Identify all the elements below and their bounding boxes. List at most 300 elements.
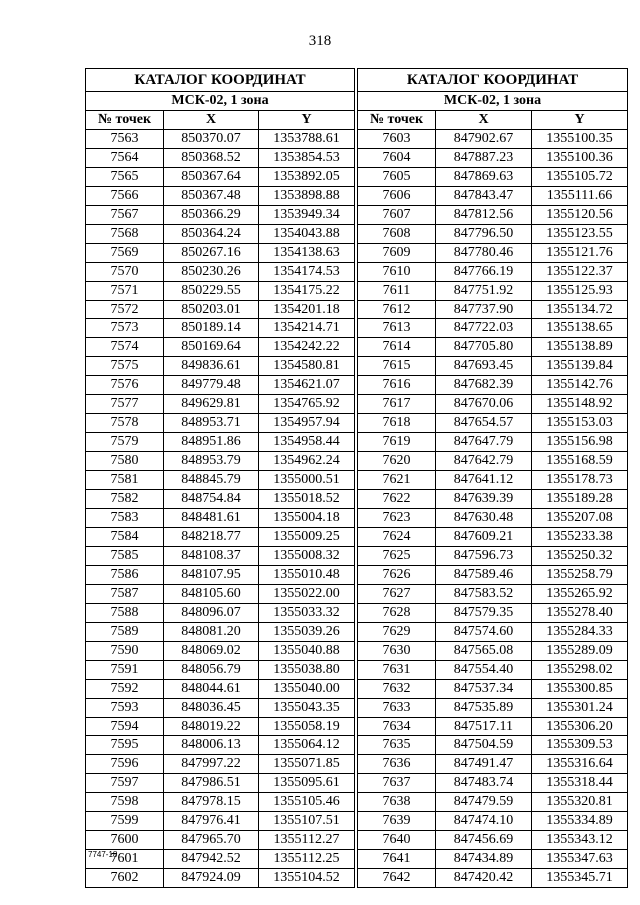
y-coordinate-cell: 1355142.76 xyxy=(532,376,628,395)
table-row xyxy=(358,262,628,281)
point-number-cell: 7610 xyxy=(358,262,436,281)
point-number-cell: 7589 xyxy=(86,622,164,641)
table-row xyxy=(86,205,355,224)
x-coordinate-cell: 847565.08 xyxy=(436,641,532,660)
x-coordinate-cell: 848081.20 xyxy=(164,622,259,641)
x-coordinate-cell: 848105.60 xyxy=(164,584,259,603)
point-number-cell: 7605 xyxy=(358,167,436,186)
x-coordinate-cell: 847780.46 xyxy=(436,243,532,262)
x-coordinate-cell: 847997.22 xyxy=(164,755,259,774)
table-row xyxy=(358,509,628,528)
table-row xyxy=(86,129,355,148)
table-row xyxy=(86,660,355,679)
y-coordinate-cell: 1355009.25 xyxy=(259,527,355,546)
y-coordinate-cell: 1354958.44 xyxy=(259,433,355,452)
table-row xyxy=(358,490,628,509)
y-coordinate-cell: 1355156.98 xyxy=(532,433,628,452)
y-coordinate-cell: 1355153.03 xyxy=(532,414,628,433)
point-number-cell: 7636 xyxy=(358,755,436,774)
y-coordinate-cell: 1355010.48 xyxy=(259,565,355,584)
point-number-cell: 7618 xyxy=(358,414,436,433)
y-coordinate-cell: 1355040.00 xyxy=(259,679,355,698)
y-coordinate-cell: 1354765.92 xyxy=(259,395,355,414)
point-number-cell: 7599 xyxy=(86,812,164,831)
x-coordinate-cell: 850230.26 xyxy=(164,262,259,281)
table-row xyxy=(358,129,628,148)
point-number-cell: 7601 xyxy=(86,850,164,869)
catalog-subtitle: МСК-02, 1 зона xyxy=(86,92,355,111)
point-number-cell: 7578 xyxy=(86,414,164,433)
x-coordinate-cell: 848953.79 xyxy=(164,452,259,471)
y-coordinate-cell: 1355000.51 xyxy=(259,471,355,490)
x-coordinate-cell: 847942.52 xyxy=(164,850,259,869)
table-row xyxy=(86,603,355,622)
table-row xyxy=(358,527,628,546)
y-coordinate-cell: 1355148.92 xyxy=(532,395,628,414)
y-coordinate-cell: 1355309.53 xyxy=(532,736,628,755)
point-number-cell: 7590 xyxy=(86,641,164,660)
table-row xyxy=(358,679,628,698)
y-coordinate-cell: 1355038.80 xyxy=(259,660,355,679)
point-number-cell: 7572 xyxy=(86,300,164,319)
column-header-y: Y xyxy=(259,111,355,130)
x-coordinate-cell: 850203.01 xyxy=(164,300,259,319)
table-row xyxy=(358,338,628,357)
point-number-cell: 7621 xyxy=(358,471,436,490)
table-row xyxy=(86,148,355,167)
table-row xyxy=(86,319,355,338)
table-row xyxy=(86,755,355,774)
catalog-body-right xyxy=(358,129,628,887)
catalog-body-left xyxy=(86,129,355,887)
point-number-cell: 7594 xyxy=(86,717,164,736)
table-row xyxy=(358,471,628,490)
table-row xyxy=(86,736,355,755)
y-coordinate-cell: 1355343.12 xyxy=(532,831,628,850)
x-coordinate-cell: 847965.70 xyxy=(164,831,259,850)
table-row xyxy=(358,565,628,584)
point-number-cell: 7585 xyxy=(86,546,164,565)
x-coordinate-cell: 847642.79 xyxy=(436,452,532,471)
point-number-cell: 7598 xyxy=(86,793,164,812)
point-number-cell: 7597 xyxy=(86,774,164,793)
point-number-cell: 7586 xyxy=(86,565,164,584)
x-coordinate-cell: 848218.77 xyxy=(164,527,259,546)
x-coordinate-cell: 848056.79 xyxy=(164,660,259,679)
x-coordinate-cell: 850368.52 xyxy=(164,148,259,167)
table-row xyxy=(86,527,355,546)
point-number-cell: 7632 xyxy=(358,679,436,698)
x-coordinate-cell: 848951.86 xyxy=(164,433,259,452)
x-coordinate-cell: 850189.14 xyxy=(164,319,259,338)
point-number-cell: 7623 xyxy=(358,509,436,528)
point-number-cell: 7638 xyxy=(358,793,436,812)
table-row xyxy=(358,300,628,319)
y-coordinate-cell: 1355300.85 xyxy=(532,679,628,698)
x-coordinate-cell: 847737.90 xyxy=(436,300,532,319)
x-coordinate-cell: 847474.10 xyxy=(436,812,532,831)
table-row xyxy=(358,414,628,433)
point-number-cell: 7588 xyxy=(86,603,164,622)
y-coordinate-cell: 1355318.44 xyxy=(532,774,628,793)
y-coordinate-cell: 1355320.81 xyxy=(532,793,628,812)
x-coordinate-cell: 848845.79 xyxy=(164,471,259,490)
table-row xyxy=(86,471,355,490)
x-coordinate-cell: 850370.07 xyxy=(164,129,259,148)
table-row xyxy=(358,755,628,774)
y-coordinate-cell: 1355104.52 xyxy=(259,869,355,888)
table-row xyxy=(86,546,355,565)
y-coordinate-cell: 1355022.00 xyxy=(259,584,355,603)
y-coordinate-cell: 1355039.26 xyxy=(259,622,355,641)
point-number-cell: 7629 xyxy=(358,622,436,641)
x-coordinate-cell: 847978.15 xyxy=(164,793,259,812)
point-number-cell: 7631 xyxy=(358,660,436,679)
x-coordinate-cell: 850229.55 xyxy=(164,281,259,300)
y-coordinate-cell: 1355278.40 xyxy=(532,603,628,622)
table-row xyxy=(86,433,355,452)
point-number-cell: 7608 xyxy=(358,224,436,243)
y-coordinate-cell: 1355233.38 xyxy=(532,527,628,546)
x-coordinate-cell: 848107.95 xyxy=(164,565,259,584)
x-coordinate-cell: 847483.74 xyxy=(436,774,532,793)
x-coordinate-cell: 847647.79 xyxy=(436,433,532,452)
x-coordinate-cell: 850267.16 xyxy=(164,243,259,262)
point-number-cell: 7574 xyxy=(86,338,164,357)
x-coordinate-cell: 848481.61 xyxy=(164,509,259,528)
table-row xyxy=(86,509,355,528)
point-number-cell: 7637 xyxy=(358,774,436,793)
x-coordinate-cell: 847670.06 xyxy=(436,395,532,414)
table-row xyxy=(358,850,628,869)
point-number-cell: 7568 xyxy=(86,224,164,243)
x-coordinate-cell: 847574.60 xyxy=(436,622,532,641)
y-coordinate-cell: 1355100.35 xyxy=(532,129,628,148)
y-coordinate-cell: 1353788.61 xyxy=(259,129,355,148)
x-coordinate-cell: 847705.80 xyxy=(436,338,532,357)
point-number-cell: 7579 xyxy=(86,433,164,452)
table-row xyxy=(358,205,628,224)
point-number-cell: 7613 xyxy=(358,319,436,338)
x-coordinate-cell: 847766.19 xyxy=(436,262,532,281)
y-coordinate-cell: 1355345.71 xyxy=(532,869,628,888)
y-coordinate-cell: 1355298.02 xyxy=(532,660,628,679)
table-row xyxy=(358,148,628,167)
point-number-cell: 7580 xyxy=(86,452,164,471)
table-row xyxy=(358,812,628,831)
y-coordinate-cell: 1355064.12 xyxy=(259,736,355,755)
point-number-cell: 7600 xyxy=(86,831,164,850)
y-coordinate-cell: 1355004.18 xyxy=(259,509,355,528)
column-header-x: X xyxy=(164,111,259,130)
point-number-cell: 7625 xyxy=(358,546,436,565)
table-row xyxy=(358,622,628,641)
point-number-cell: 7634 xyxy=(358,717,436,736)
y-coordinate-cell: 1355105.46 xyxy=(259,793,355,812)
column-header-point: № точек xyxy=(86,111,164,130)
x-coordinate-cell: 847843.47 xyxy=(436,186,532,205)
x-coordinate-cell: 848953.71 xyxy=(164,414,259,433)
y-coordinate-cell: 1355018.52 xyxy=(259,490,355,509)
y-coordinate-cell: 1354138.63 xyxy=(259,243,355,262)
x-coordinate-cell: 849629.81 xyxy=(164,395,259,414)
y-coordinate-cell: 1353949.34 xyxy=(259,205,355,224)
point-number-cell: 7616 xyxy=(358,376,436,395)
point-number-cell: 7584 xyxy=(86,527,164,546)
table-row xyxy=(86,698,355,717)
point-number-cell: 7635 xyxy=(358,736,436,755)
table-row xyxy=(358,641,628,660)
table-row xyxy=(86,224,355,243)
coordinate-catalog-right xyxy=(357,68,628,888)
point-number-cell: 7615 xyxy=(358,357,436,376)
table-row xyxy=(358,584,628,603)
y-coordinate-cell: 1354043.88 xyxy=(259,224,355,243)
y-coordinate-cell: 1355107.51 xyxy=(259,812,355,831)
table-row xyxy=(86,774,355,793)
x-coordinate-cell: 847456.69 xyxy=(436,831,532,850)
table-row xyxy=(358,698,628,717)
column-header-x: X xyxy=(436,111,532,130)
point-number-cell: 7593 xyxy=(86,698,164,717)
x-coordinate-cell: 850169.64 xyxy=(164,338,259,357)
point-number-cell: 7591 xyxy=(86,660,164,679)
x-coordinate-cell: 847682.39 xyxy=(436,376,532,395)
point-number-cell: 7640 xyxy=(358,831,436,850)
table-row xyxy=(358,376,628,395)
x-coordinate-cell: 847902.67 xyxy=(436,129,532,148)
point-number-cell: 7570 xyxy=(86,262,164,281)
y-coordinate-cell: 1355334.89 xyxy=(532,812,628,831)
y-coordinate-cell: 1355105.72 xyxy=(532,167,628,186)
table-row xyxy=(86,584,355,603)
table-row xyxy=(358,395,628,414)
x-coordinate-cell: 848006.13 xyxy=(164,736,259,755)
y-coordinate-cell: 1355112.25 xyxy=(259,850,355,869)
table-row xyxy=(86,565,355,584)
y-coordinate-cell: 1354242.22 xyxy=(259,338,355,357)
table-row xyxy=(86,641,355,660)
x-coordinate-cell: 847491.47 xyxy=(436,755,532,774)
y-coordinate-cell: 1355189.28 xyxy=(532,490,628,509)
table-row xyxy=(86,338,355,357)
point-number-cell: 7602 xyxy=(86,869,164,888)
point-number-cell: 7563 xyxy=(86,129,164,148)
x-coordinate-cell: 847434.89 xyxy=(436,850,532,869)
y-coordinate-cell: 1355111.66 xyxy=(532,186,628,205)
y-coordinate-cell: 1355008.32 xyxy=(259,546,355,565)
y-coordinate-cell: 1355289.09 xyxy=(532,641,628,660)
table-row xyxy=(358,660,628,679)
table-row xyxy=(358,357,628,376)
point-number-cell: 7609 xyxy=(358,243,436,262)
x-coordinate-cell: 847589.46 xyxy=(436,565,532,584)
x-coordinate-cell: 847722.03 xyxy=(436,319,532,338)
y-coordinate-cell: 1355168.59 xyxy=(532,452,628,471)
x-coordinate-cell: 847693.45 xyxy=(436,357,532,376)
x-coordinate-cell: 850367.64 xyxy=(164,167,259,186)
x-coordinate-cell: 848019.22 xyxy=(164,717,259,736)
y-coordinate-cell: 1355112.27 xyxy=(259,831,355,850)
y-coordinate-cell: 1355123.55 xyxy=(532,224,628,243)
point-number-cell: 7612 xyxy=(358,300,436,319)
y-coordinate-cell: 1353892.05 xyxy=(259,167,355,186)
y-coordinate-cell: 1355071.85 xyxy=(259,755,355,774)
table-row xyxy=(358,546,628,565)
point-number-cell: 7595 xyxy=(86,736,164,755)
y-coordinate-cell: 1355134.72 xyxy=(532,300,628,319)
catalog-title: КАТАЛОГ КООРДИНАТ xyxy=(86,69,355,92)
table-row xyxy=(358,186,628,205)
x-coordinate-cell: 847639.39 xyxy=(436,490,532,509)
y-coordinate-cell: 1355316.64 xyxy=(532,755,628,774)
point-number-cell: 7575 xyxy=(86,357,164,376)
y-coordinate-cell: 1355058.19 xyxy=(259,717,355,736)
table-row xyxy=(86,717,355,736)
point-number-cell: 7628 xyxy=(358,603,436,622)
point-number-cell: 7626 xyxy=(358,565,436,584)
point-number-cell: 7577 xyxy=(86,395,164,414)
table-row xyxy=(86,622,355,641)
x-coordinate-cell: 847504.59 xyxy=(436,736,532,755)
point-number-cell: 7582 xyxy=(86,490,164,509)
y-coordinate-cell: 1354214.71 xyxy=(259,319,355,338)
page-number: 318 xyxy=(308,33,332,49)
x-coordinate-cell: 848069.02 xyxy=(164,641,259,660)
point-number-cell: 7642 xyxy=(358,869,436,888)
x-coordinate-cell: 848754.84 xyxy=(164,490,259,509)
y-coordinate-cell: 1355306.20 xyxy=(532,717,628,736)
point-number-cell: 7565 xyxy=(86,167,164,186)
point-number-cell: 7619 xyxy=(358,433,436,452)
table-row xyxy=(86,167,355,186)
x-coordinate-cell: 847887.23 xyxy=(436,148,532,167)
table-row xyxy=(358,869,628,888)
y-coordinate-cell: 1354580.81 xyxy=(259,357,355,376)
point-number-cell: 7617 xyxy=(358,395,436,414)
point-number-cell: 7569 xyxy=(86,243,164,262)
x-coordinate-cell: 847420.42 xyxy=(436,869,532,888)
table-row xyxy=(86,850,355,869)
x-coordinate-cell: 847517.11 xyxy=(436,717,532,736)
table-row xyxy=(358,224,628,243)
y-coordinate-cell: 1355138.89 xyxy=(532,338,628,357)
x-coordinate-cell: 848108.37 xyxy=(164,546,259,565)
point-number-cell: 7624 xyxy=(358,527,436,546)
table-row xyxy=(86,812,355,831)
x-coordinate-cell: 847554.40 xyxy=(436,660,532,679)
column-header-point: № точек xyxy=(358,111,436,130)
x-coordinate-cell: 847630.48 xyxy=(436,509,532,528)
point-number-cell: 7604 xyxy=(358,148,436,167)
table-row xyxy=(86,300,355,319)
x-coordinate-cell: 850367.48 xyxy=(164,186,259,205)
y-coordinate-cell: 1355139.84 xyxy=(532,357,628,376)
x-coordinate-cell: 847479.59 xyxy=(436,793,532,812)
table-row xyxy=(358,167,628,186)
table-row xyxy=(358,736,628,755)
table-row xyxy=(86,793,355,812)
y-coordinate-cell: 1355301.24 xyxy=(532,698,628,717)
y-coordinate-cell: 1355122.37 xyxy=(532,262,628,281)
y-coordinate-cell: 1355284.33 xyxy=(532,622,628,641)
y-coordinate-cell: 1355100.36 xyxy=(532,148,628,167)
y-coordinate-cell: 1355258.79 xyxy=(532,565,628,584)
point-number-cell: 7627 xyxy=(358,584,436,603)
x-coordinate-cell: 847796.50 xyxy=(436,224,532,243)
x-coordinate-cell: 847924.09 xyxy=(164,869,259,888)
point-number-cell: 7630 xyxy=(358,641,436,660)
table-row xyxy=(86,831,355,850)
catalog-subtitle: МСК-02, 1 зона xyxy=(358,92,628,111)
x-coordinate-cell: 847812.56 xyxy=(436,205,532,224)
point-number-cell: 7567 xyxy=(86,205,164,224)
y-coordinate-cell: 1353898.88 xyxy=(259,186,355,205)
x-coordinate-cell: 847609.21 xyxy=(436,527,532,546)
table-row xyxy=(358,319,628,338)
x-coordinate-cell: 847654.57 xyxy=(436,414,532,433)
table-row xyxy=(358,281,628,300)
column-header-y: Y xyxy=(532,111,628,130)
y-coordinate-cell: 1355347.63 xyxy=(532,850,628,869)
x-coordinate-cell: 847537.34 xyxy=(436,679,532,698)
point-number-cell: 7587 xyxy=(86,584,164,603)
point-number-cell: 7564 xyxy=(86,148,164,167)
point-number-cell: 7606 xyxy=(358,186,436,205)
point-number-cell: 7611 xyxy=(358,281,436,300)
table-row xyxy=(86,395,355,414)
point-number-cell: 7614 xyxy=(358,338,436,357)
coordinate-catalog-left xyxy=(85,68,355,888)
point-number-cell: 7571 xyxy=(86,281,164,300)
point-number-cell: 7641 xyxy=(358,850,436,869)
y-coordinate-cell: 1354174.53 xyxy=(259,262,355,281)
y-coordinate-cell: 1355250.32 xyxy=(532,546,628,565)
x-coordinate-cell: 848036.45 xyxy=(164,698,259,717)
catalog-title: КАТАЛОГ КООРДИНАТ xyxy=(358,69,628,92)
point-number-cell: 7622 xyxy=(358,490,436,509)
x-coordinate-cell: 847535.89 xyxy=(436,698,532,717)
table-row xyxy=(86,490,355,509)
x-coordinate-cell: 847641.12 xyxy=(436,471,532,490)
point-number-cell: 7592 xyxy=(86,679,164,698)
x-coordinate-cell: 850364.24 xyxy=(164,224,259,243)
point-number-cell: 7633 xyxy=(358,698,436,717)
point-number-cell: 7596 xyxy=(86,755,164,774)
document-code: 7747-18 xyxy=(88,850,118,859)
point-number-cell: 7566 xyxy=(86,186,164,205)
y-coordinate-cell: 1355121.76 xyxy=(532,243,628,262)
y-coordinate-cell: 1355120.56 xyxy=(532,205,628,224)
point-number-cell: 7607 xyxy=(358,205,436,224)
x-coordinate-cell: 849836.61 xyxy=(164,357,259,376)
y-coordinate-cell: 1353854.53 xyxy=(259,148,355,167)
table-row xyxy=(358,831,628,850)
y-coordinate-cell: 1355033.32 xyxy=(259,603,355,622)
table-row xyxy=(358,774,628,793)
x-coordinate-cell: 850366.29 xyxy=(164,205,259,224)
table-row xyxy=(358,433,628,452)
y-coordinate-cell: 1354957.94 xyxy=(259,414,355,433)
x-coordinate-cell: 847976.41 xyxy=(164,812,259,831)
x-coordinate-cell: 847579.35 xyxy=(436,603,532,622)
y-coordinate-cell: 1355095.61 xyxy=(259,774,355,793)
x-coordinate-cell: 848044.61 xyxy=(164,679,259,698)
table-row xyxy=(358,717,628,736)
x-coordinate-cell: 847583.52 xyxy=(436,584,532,603)
y-coordinate-cell: 1355265.92 xyxy=(532,584,628,603)
y-coordinate-cell: 1354621.07 xyxy=(259,376,355,395)
